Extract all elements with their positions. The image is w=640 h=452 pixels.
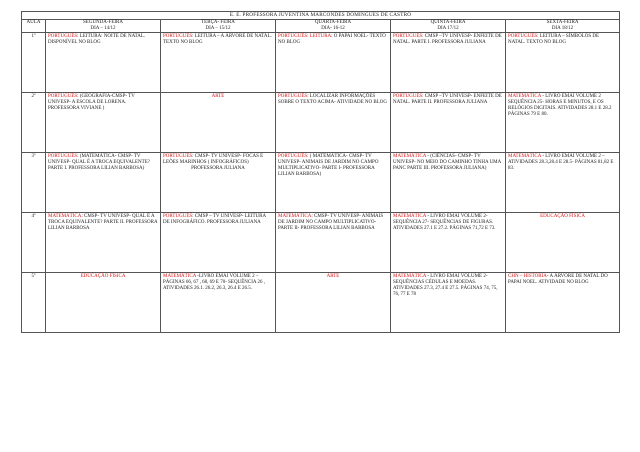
aula-number: 1º [22,33,46,93]
header-row [22,20,620,33]
table-row [22,153,620,213]
cell-wednesday: PORTUGUÊS: LEITURA: O PAPAI NOEL- TEXTO NO BLOG [276,33,391,93]
cell-wednesday: MATEMÁTICA: CMSP- TV UNIVESP- ANIMAIS DE JARDIM NO CAMPO MULTIPLICATIVO- PARTE II- PROFESSORA LILIAN BARBOSA [276,213,391,273]
cell-friday: PORTUGUÊS: LEITURA – SÍMBOLOS DE NATAL. TEXTO NO BLOG [506,33,620,93]
cell-thursday: MATEMÁTICA - LIVRO EMAI VOLUME 2- SEQUÊNCIAS CÉDULAS E MOEDAS. ATIVIDADES 27.3, 27.4 E 27.5. PÁGINAS 74, 75, 76, 77 E 78 [391,273,506,333]
cell-tuesday: PORTUGUÊS: CMSP – TV UNIVESP- LEITURA DE INFOGRÁFICO. PROFESSORA JULIANA [161,213,276,273]
header-tuesday: TERÇA- FEIRA DIA – 15/12 [161,20,276,33]
header-monday: SEGUNDA-FEIRA DIA – 14/12 [46,20,161,33]
cell-friday: CHN – HISTÓRIA- A ÁRVORE DE NATAL DO PAPAI NOEL. ATIVIDADE NO BLOG [506,273,620,333]
header-friday: SEXTA-FEIRA DIA 18/12 [506,20,620,33]
aula-number: 3º [22,153,46,213]
cell-friday: MATEMÁTICA - LIVRO EMAI VOLUME 2 – ATIVIDADES 28.3,28.4 E 28.5- PÁGINAS 81,82 E 83. [506,153,620,213]
cell-thursday: PORTUGUÊS: CMSP –TV UNIVESP- ENFEITE DE NATAL. PARTE I. PROFESSORA JULIANA [391,33,506,93]
cell-tuesday: ARTE [161,93,276,153]
cell-tuesday: MATEMÁTICA -LIVRO EMAI VOLUME 2 – PÁGINAS 66, 67 , 68, 69 E 70- SEQUÊNCIA 26 , ATIVIDADES 26.1. 26.2, 26.3, 26.4 E 26.5. [161,273,276,333]
school-title: E. E. PROFESSORA JUVENTINA MARCONDES DOMINGUES DE CASTRO [22,12,620,20]
cell-friday: EDUCAÇÃO FÍSICA [506,213,620,273]
header-aula: AULA [22,20,46,33]
table-row [22,213,620,273]
cell-tuesday: PORTUGUÊS: CMSP- TV UNIVESP- FOCAS E LEÕES MARINHOS ( INFOGRÁFICOS) PROFESSORA JULIANA [161,153,276,213]
header-thursday: QUINTA-FEIRA DIA 17/12 [391,20,506,33]
cell-monday: PORTUGUÊS: (GEOGRAFIA-CMSP- TV UNIVESP- A ESCOLA DE LORENA. PROFESSORA VIVIANE ) [46,93,161,153]
cell-wednesday: ARTE [276,273,391,333]
table-row [22,33,620,93]
cell-thursday: MATEMÁTICA - LIVRO EMAI VOLUME 2- SEQUÊNCIA 27- SEQUÊNCIAS DE FIGURAS. ATIVIDADES 27.1 E 27.2. PÁGINAS 71,72 E 73. [391,213,506,273]
aula-number: 2º [22,93,46,153]
cell-monday: PORTUGUÊS: (MATEMÁTICA- CMSP- TV UNIVESP- QUAL É A TROCA EQUIVALENTE? PARTE I. PROFESSORA LILIAN BARBOSA) [46,153,161,213]
cell-monday: MATEMÁTICA: CMSP- TV UNIVESP- QUAL É A TROCA EQUIVALENTE? PARTE II. PROFESSORA LILIAN BARBOSA [46,213,161,273]
aula-number: 4º [22,213,46,273]
cell-wednesday: PORTUGUÊS: ( MATEMÁTICA- CMSP- TV UNIVESP- ANIMAIS DE JARDIM NO CAMPO MULTIPLICATIVO- PARTE I- PROFESSORA LILIAN BARBOSA) [276,153,391,213]
cell-thursday: MATEMÁTICA - (CIÊNCIAS- CMSP- TV UNIVESP- NO MEIO DO CAMINHO TINHA UMA PANC PARTE III. PROFESSORA JULIANA) [391,153,506,213]
cell-thursday: PORTUGUÊS: CMSP –TV UNIVESP- ENFEITE DE NATAL. PARTE II. PROFESSORA JULIANA [391,93,506,153]
title-row [22,12,620,20]
schedule-table [21,11,620,333]
cell-tuesday: PORTUGUÊS: LEITURA – A ÁRVORE DE NATAL. TEXTO NO BLOG [161,33,276,93]
cell-monday: PORTUGUÊS: LEITURA: NOITE DE NATAL. DISPONÍVEL NO BLOG [46,33,161,93]
header-wednesday: QUARTA-FEIRA DIA- 16-12 [276,20,391,33]
aula-number: 5º [22,273,46,333]
cell-friday: MATEMÁTICA - LIVRO EMAI VOLUME 2 SEQUÊNCIA 25- HORAS E MINUTOS, E OS RELÓGIOS DIGITAIS. ATIVIDADES 28.1 E 28.2 PÁGINAS 79 E 80. [506,93,620,153]
table-row [22,273,620,333]
cell-monday: EDUCAÇÃO FÍSICA [46,273,161,333]
cell-wednesday: PORTUGUÊS: LOCALIZAR INFORMAÇÕES SOBRE O TEXTO ACIMA- ATIVIDADE NO BLOG [276,93,391,153]
table-row [22,93,620,153]
